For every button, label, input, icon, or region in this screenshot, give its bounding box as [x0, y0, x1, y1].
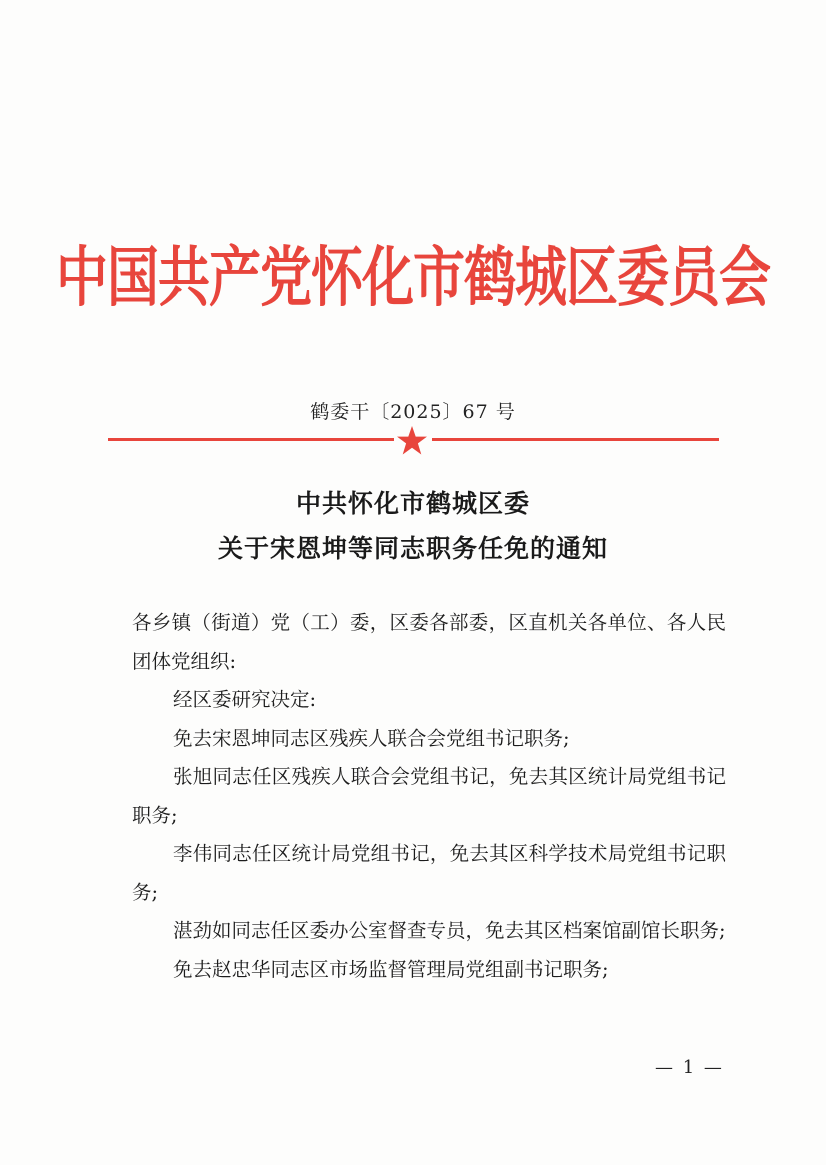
- addressee: 各乡镇（街道）党（工）委，区委各部委，区直机关各单位、各人民团体党组织:: [132, 611, 726, 673]
- body-paragraph: 李伟同志任区统计局党组书记，免去其区科学技术局党组书记职务;: [132, 842, 726, 904]
- red-rule-left: [108, 438, 394, 441]
- body-paragraph: 湛劲如同志任区委办公室督查专员，免去其区档案馆副馆长职务;: [173, 919, 726, 942]
- document-number: 鹤委干〔2025〕67 号: [310, 401, 516, 423]
- page-number: — 1 —: [655, 1057, 724, 1078]
- body-paragraph: 免去赵忠华同志区市场监督管理局党组副书记职务;: [173, 957, 609, 981]
- body-paragraph: 免去宋恩坤同志区残疾人联合会党组书记职务;: [173, 726, 570, 750]
- body-paragraph: 张旭同志任区残疾人联合会党组书记，免去其区统计局党组书记职务;: [132, 765, 726, 827]
- organization-header: 中国共产党怀化市鹤城区委员会: [55, 240, 770, 316]
- document-title-line-1: 中共怀化市鹤城区委: [295, 489, 530, 518]
- red-rule-right: [432, 438, 719, 441]
- document-title-line-2: 关于宋恩坤等同志职务任免的通知: [217, 534, 608, 563]
- body-paragraph: 经区委研究决定:: [173, 688, 317, 711]
- star-icon: [396, 425, 428, 457]
- document-body: [132, 604, 726, 989]
